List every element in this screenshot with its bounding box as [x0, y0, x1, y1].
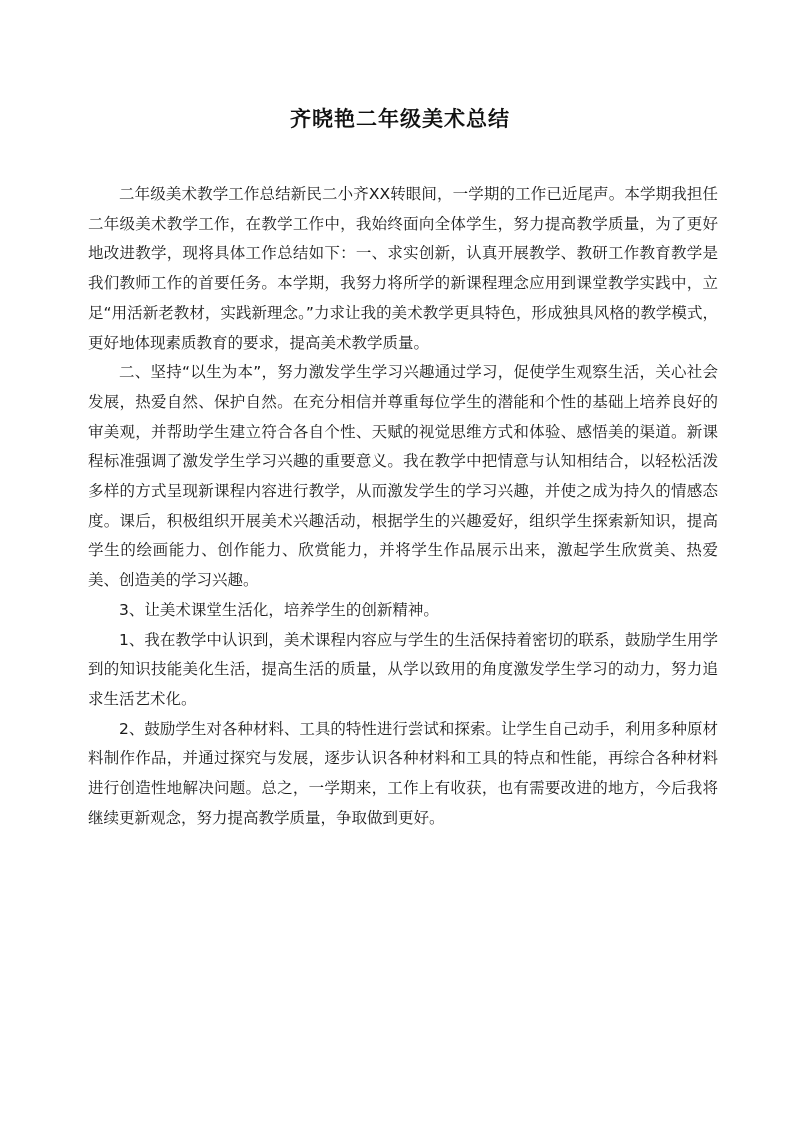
document-body — [88, 180, 718, 833]
paragraph: 二年级美术教学工作总结新民二小齐XX转眼间，一学期的工作已近尾声。本学期我担任二年级美术教学工作，在教学工作中，我始终面向全体学生，努力提高教学质量，为了更好地改进教学，现将具体工作总结如下：一、求实创新，认真开展教学、教研工作教育教学是我们教师工作的首要任务。本学期，我努力将所学的新课程理念应用到课堂教学实践中，立足“用活新老教材，实践新理念。”力求让我的美术教学更具特色，形成独具风格的教学模式，更好地体现素质教育的要求，提高美术教学质量。 — [88, 185, 718, 352]
paragraph: 二、坚持“以生为本”，努力激发学生学习兴趣通过学习，促使学生观察生活，关心社会发展，热爱自然、保护自然。在充分相信并尊重每位学生的潜能和个性的基础上培养良好的审美观，并帮助学生建立符合各自个性、天赋的视觉思维方式和体验、感悟美的渠道。新课程标准强调了激发学生学习兴趣的重要意义。我在教学中把情意与认知相结合，以轻松活泼多样的方式呈现新课程内容进行教学，从而激发学生的学习兴趣，并使之成为持久的情感态度。课后，积极组织开展美术兴趣活动，根据学生的兴趣爱好，组织学生探索新知识，提高学生的绘画能力、创作能力、欣赏能力，并将学生作品展示出来，激起学生欣赏美、热爱美、创造美的学习兴趣。 — [88, 363, 718, 590]
document-title: 齐晓艳二年级美术总结 — [290, 107, 510, 131]
paragraph: 2、鼓励学生对各种材料、工具的特性进行尝试和探索。让学生自己动手，利用多种原材料制作作品，并通过探究与发展，逐步认识各种材料和工具的特点和性能，再综合各种材料进行创造性地解决问题。总之，一学期来，工作上有收获，也有需要改进的地方，今后我将继续更新观念，努力提高教学质量，争取做到更好。 — [88, 719, 718, 827]
paragraph: 3、让美术课堂生活化，培养学生的创新精神。 — [119, 600, 439, 619]
paragraph: 1、我在教学中认识到，美术课程内容应与学生的生活保持着密切的联系，鼓励学生用学到的知识技能美化生活，提高生活的质量，从学以致用的角度激发学生学习的动力，努力追求生活艺术化。 — [88, 630, 718, 708]
